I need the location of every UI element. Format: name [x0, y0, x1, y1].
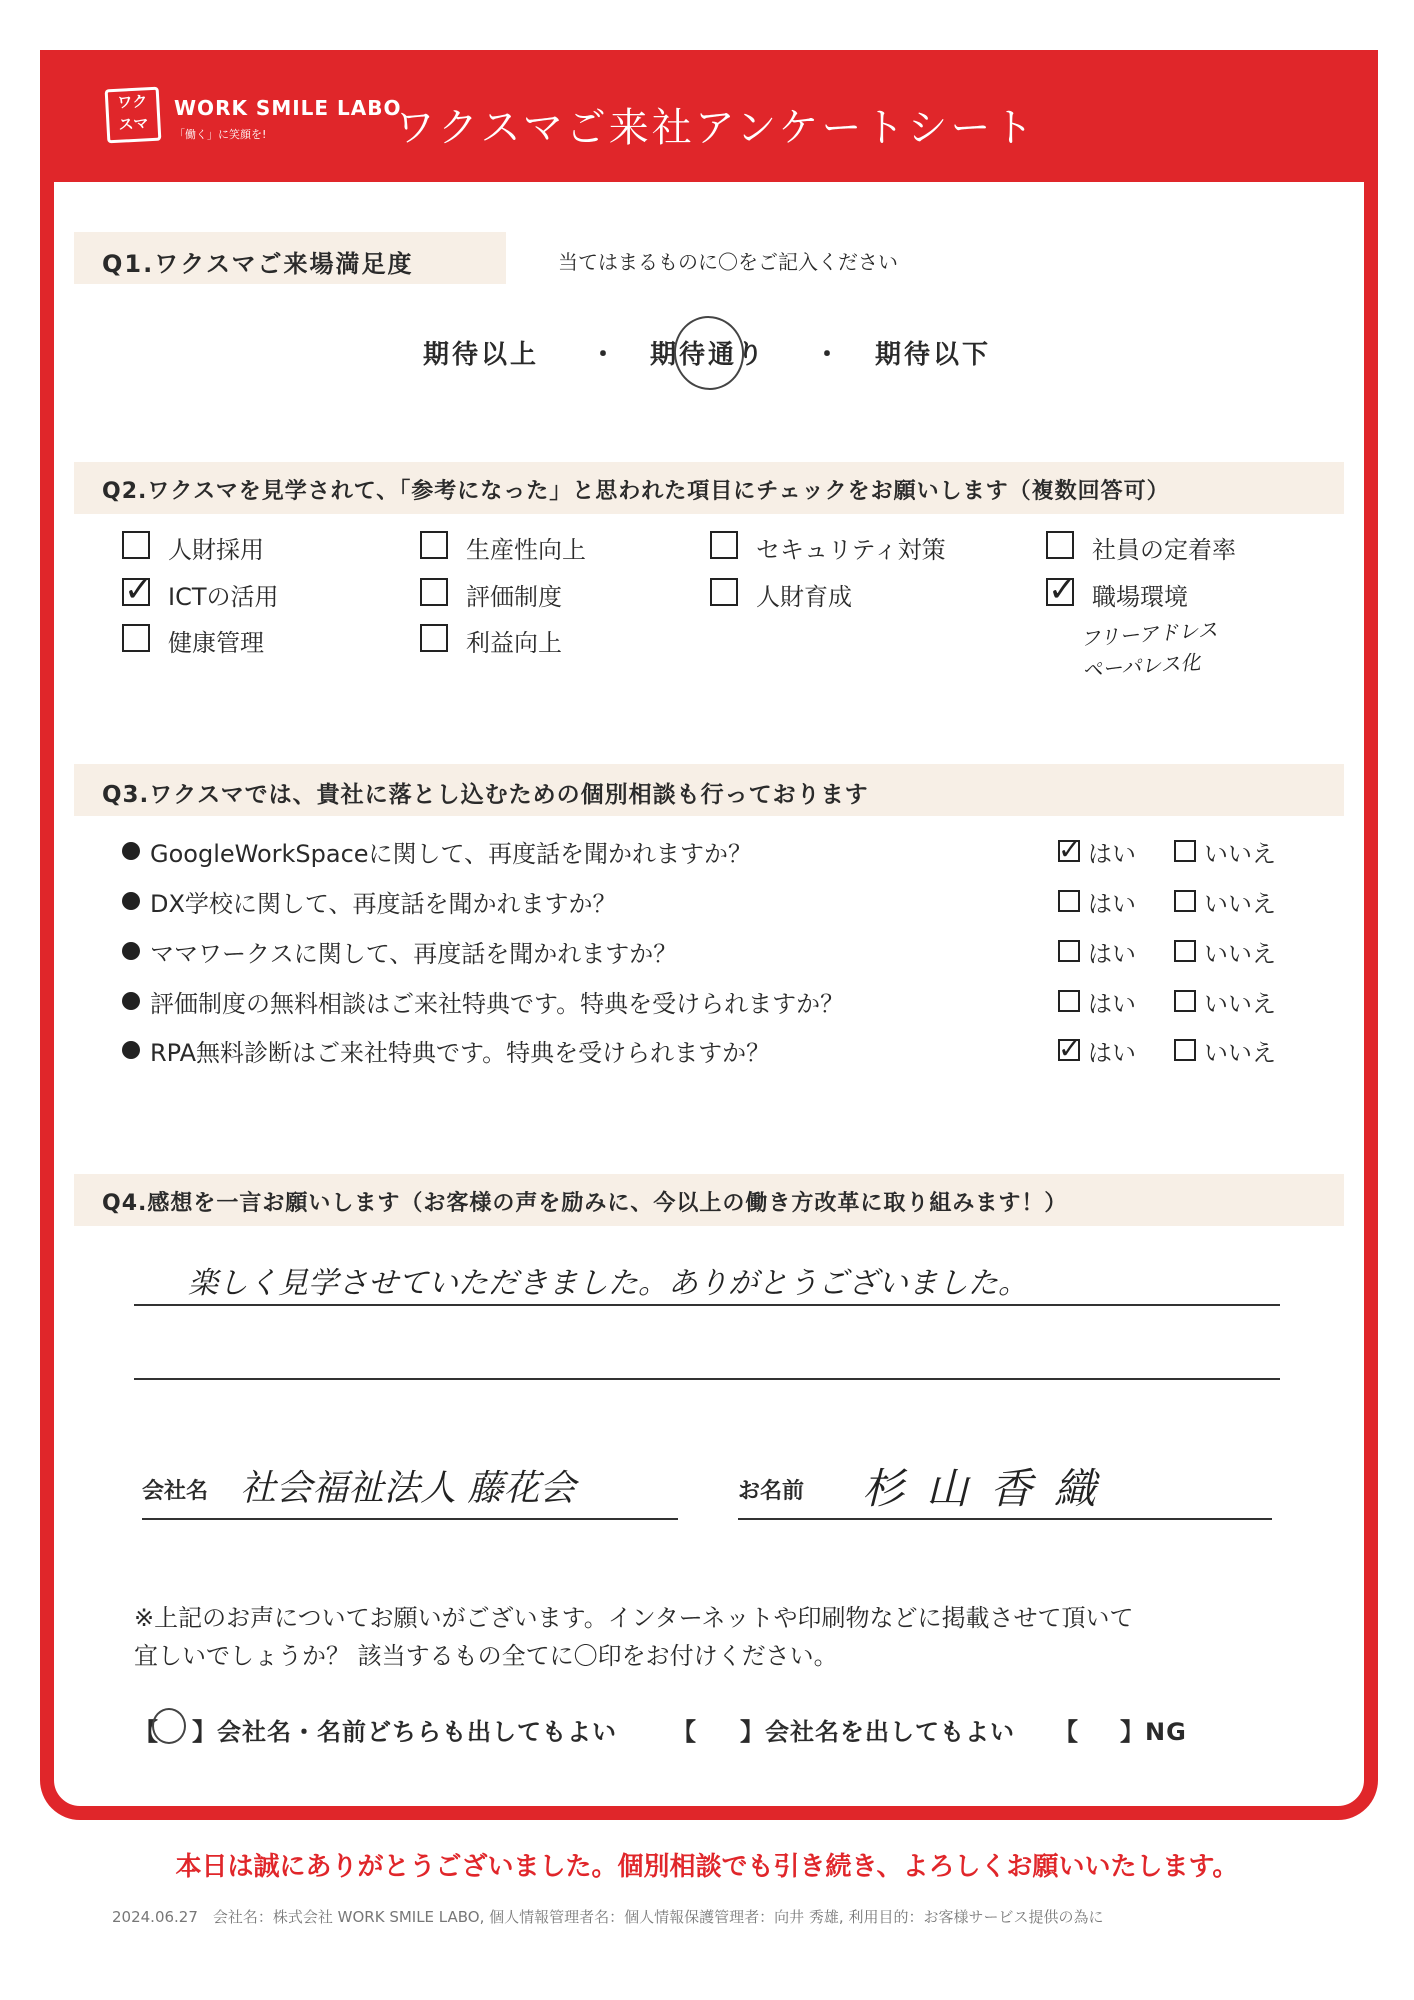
consent-bracket-3[interactable]: 【	[1054, 1718, 1078, 1746]
logo-brand: WORK SMILE LABO	[174, 96, 402, 120]
q2-checkbox-recruit[interactable]	[122, 531, 150, 559]
q3-q2-no-label: いいえ	[1204, 890, 1276, 918]
q2-item-evaluation: 評価制度	[466, 583, 562, 611]
q3-bullet	[122, 892, 140, 910]
q2-item-ict: ICTの活用	[168, 583, 279, 611]
q2-item-security: セキュリティ対策	[756, 536, 946, 564]
q3-bullet	[122, 1041, 140, 1059]
consent-bracket-1: 【	[134, 1718, 158, 1746]
q3-q3-no-checkbox[interactable]	[1174, 940, 1196, 962]
q3-q5-no-label: いいえ	[1204, 1039, 1276, 1067]
q3-q4-no-checkbox[interactable]	[1174, 990, 1196, 1012]
q3-q2-no-checkbox[interactable]	[1174, 890, 1196, 912]
q2-item-training: 人財育成	[756, 583, 852, 611]
q2-item-retention: 社員の定着率	[1092, 536, 1236, 564]
q3-label: Q3.ワクスマでは、貴社に落とし込むための個別相談も行っております	[102, 782, 869, 808]
company-value[interactable]: 社会福祉法人 藤花会	[240, 1468, 576, 1509]
q3-question-3: ママワークスに関して、再度話を聞かれますか？	[150, 940, 678, 968]
q3-q3-yes-checkbox[interactable]	[1058, 940, 1080, 962]
q3-q1-no-label: いいえ	[1204, 840, 1276, 868]
q2-item-workplace: 職場環境	[1092, 583, 1188, 611]
q2-handwritten-note-2: ペーパレス化	[1081, 649, 1202, 683]
q2-checkbox-productivity[interactable]	[420, 531, 448, 559]
q3-question-2: DX学校に関して、再度話を聞かれますか？	[150, 890, 617, 918]
check-icon: ✓	[1058, 1032, 1082, 1065]
footer-thanks: 本日は誠にありがとうございました。個別相談でも引き続き、よろしくお願いいたします。	[175, 1852, 1239, 1882]
q2-handwritten-note-1: フリーアドレス	[1079, 617, 1219, 651]
q2-checkbox-evaluation[interactable]	[420, 578, 448, 606]
q4-comment-line-1	[134, 1304, 1280, 1306]
q4-comment-line-2	[134, 1378, 1280, 1380]
name-label: お名前	[738, 1479, 805, 1504]
q1-separator-2: ・	[814, 340, 844, 370]
header-bar	[40, 50, 1378, 182]
q1-instruction: 当てはまるものに〇をご記入ください	[558, 250, 898, 274]
q3-bullet	[122, 842, 140, 860]
q3-q2-yes-label: はい	[1088, 890, 1136, 918]
q3-question-4: 評価制度の無料相談はご来社特典です。特典を受けられますか？	[150, 990, 845, 1018]
q2-item-recruit: 人財採用	[168, 536, 264, 564]
consent-note-line-1: ※上記のお声についてお願いがございます。インターネットや印刷物などに掲載させて頂いて	[134, 1604, 1134, 1632]
logo-tagline: 「働く」に笑顔を!	[174, 128, 267, 141]
q2-checkbox-profit[interactable]	[420, 624, 448, 652]
q3-q5-yes-label: はい	[1088, 1039, 1136, 1067]
q2-item-health: 健康管理	[168, 629, 264, 657]
q2-item-profit: 利益向上	[466, 629, 562, 657]
q3-q4-yes-label: はい	[1088, 990, 1136, 1018]
q2-checkbox-security[interactable]	[710, 531, 738, 559]
q3-q1-no-checkbox[interactable]	[1174, 840, 1196, 862]
company-underline	[142, 1518, 678, 1520]
check-icon: ✓	[124, 570, 153, 610]
q2-checkbox-health[interactable]	[122, 624, 150, 652]
q3-q4-yes-checkbox[interactable]	[1058, 990, 1080, 1012]
q2-checkbox-retention[interactable]	[1046, 531, 1074, 559]
q4-comment[interactable]: 楽しく見学させていただきました。ありがとうございました。	[188, 1266, 1028, 1301]
logo-mark: ワク スマ	[105, 87, 162, 144]
q2-checkbox-training[interactable]	[710, 578, 738, 606]
name-value[interactable]: 杉山香織	[862, 1464, 1119, 1513]
company-label: 会社名	[142, 1479, 209, 1504]
q1-option-above[interactable]: 期待以上	[423, 340, 540, 370]
q2-item-productivity: 生産性向上	[466, 536, 586, 564]
q1-separator-1: ・	[590, 340, 620, 370]
name-underline	[738, 1518, 1272, 1520]
consent-option-1-circle[interactable]	[152, 1708, 186, 1744]
q2-label: Q2.ワクスマを見学されて、「参考になった」と思われた項目にチェックをお願いします（複数回答可）	[102, 479, 1170, 504]
q1-label: Q1.ワクスマご来場満足度	[102, 250, 414, 278]
consent-option-3: 】NG	[1120, 1718, 1187, 1746]
q3-question-1: GoogleWorkSpaceに関して、再度話を聞かれますか？	[150, 840, 753, 868]
consent-option-1: 】会社名・名前どちらも出してもよい	[192, 1718, 617, 1746]
q1-option-expected[interactable]: 期待通り	[650, 340, 767, 370]
q3-q1-yes-label: はい	[1088, 840, 1136, 868]
q1-option-below[interactable]: 期待以下	[875, 340, 992, 370]
consent-note-line-2: 宜しいでしょうか？ 該当するもの全てに〇印をお付けください。	[134, 1642, 838, 1670]
q3-q3-yes-label: はい	[1088, 940, 1136, 968]
footer-privacy: 2024.06.27 会社名：株式会社 WORK SMILE LABO, 個人情報管理者名：個人情報保護管理者：向井 秀雄, 利用目的：お客様サービス提供の為に	[112, 1908, 1104, 1926]
consent-option-2: 】会社名を出してもよい	[740, 1718, 1015, 1746]
q3-q5-no-checkbox[interactable]	[1174, 1039, 1196, 1061]
consent-bracket-2[interactable]: 【	[672, 1718, 696, 1746]
q3-q2-yes-checkbox[interactable]	[1058, 890, 1080, 912]
q3-question-5: RPA無料診断はご来社特典です。特典を受けられますか？	[150, 1039, 771, 1067]
check-icon: ✓	[1048, 570, 1077, 610]
page-title: ワクスマご来社アンケートシート	[395, 105, 1037, 151]
check-icon: ✓	[1058, 833, 1082, 866]
q3-bullet	[122, 942, 140, 960]
q3-bullet	[122, 992, 140, 1010]
q3-q3-no-label: いいえ	[1204, 940, 1276, 968]
q4-label: Q4.感想を一言お願いします（お客様の声を励みに、今以上の働き方改革に取り組みます！）	[102, 1191, 1068, 1216]
q3-q4-no-label: いいえ	[1204, 990, 1276, 1018]
